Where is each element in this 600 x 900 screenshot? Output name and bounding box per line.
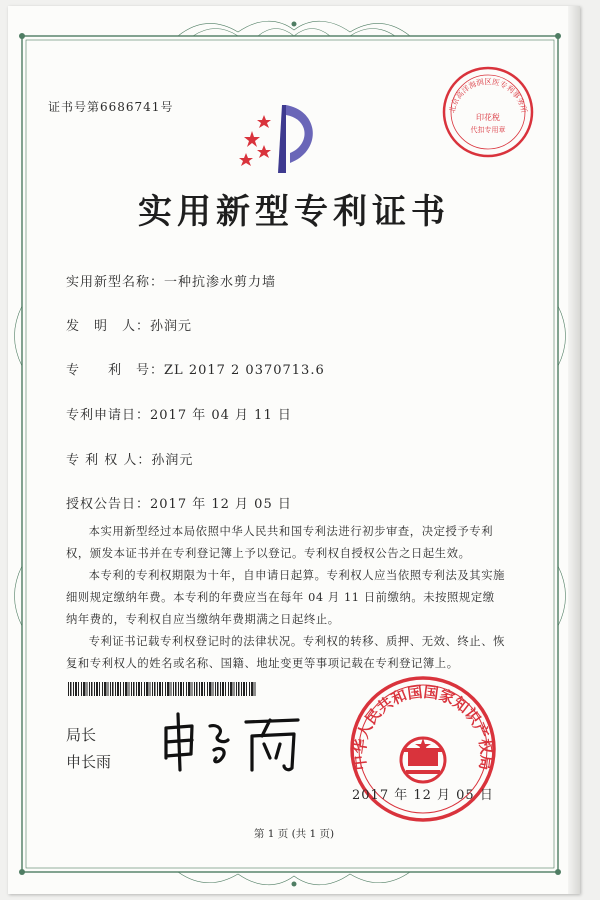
body-paragraph: 本专利的专利权期限为十年，自申请日起算。专利权人应当依照专利法及其实施细则规定缴纳年费。本专利的年费应当在每年 04 月 11 日前缴纳。未按照规定缴纳年费的，专利权自应当缴纳年费期满之日起终止。 [66, 569, 505, 626]
svg-text:北京高洋海润区医专利事务所: 北京高洋海润区医专利事务所 [447, 76, 529, 114]
certificate-title: 实用新型专利证书 [138, 192, 450, 232]
field-patentee [66, 449, 193, 468]
field-application-date [66, 404, 292, 423]
field-value: 孙润元 [150, 319, 193, 334]
national-emblem-icon [401, 738, 445, 782]
field-value: 一种抗渗水剪力墙 [164, 275, 277, 290]
field-utility-model-name [66, 271, 276, 290]
seal-date: 2017 年 12 月 05 日 [352, 788, 494, 803]
patent-office-logo [238, 101, 323, 176]
body-paragraph: 本实用新型经过本局依照中华人民共和国专利法进行初步审查，决定授予专利权，颁发本证书并在专利登记簿上予以登记。专利权自授权公告之日起生效。 [66, 525, 494, 560]
svg-text:中华人民共和国国家知识产权局: 中华人民共和国国家知识产权局 [350, 682, 496, 772]
certificate-body [66, 521, 506, 675]
barcode [68, 682, 258, 696]
page-footer: 第 1 页 (共 1 页) [253, 828, 335, 840]
field-patent-number [66, 359, 325, 378]
stamp-duty-seal [440, 64, 536, 160]
svg-text:印花税: 印花税 [476, 113, 500, 122]
field-label: 专 利 权 人： [66, 453, 152, 468]
field-value: 2017 年 12 月 05 日 [150, 497, 292, 512]
signatory-role: 局长 [66, 726, 97, 744]
certificate-number: 证书号第6686741号 [48, 100, 174, 114]
handwritten-signature [158, 706, 328, 776]
field-grant-date [66, 493, 292, 512]
field-value: ZL 2017 2 0370713.6 [164, 363, 325, 378]
field-label: 专 利 号： [66, 363, 165, 378]
signatory-name: 申长雨 [66, 753, 112, 771]
certificate-sheet [8, 6, 580, 894]
field-label: 发 明 人： [66, 319, 151, 334]
svg-text:代扣专用章: 代扣专用章 [470, 126, 506, 134]
field-label: 授权公告日： [66, 497, 151, 512]
field-value: 2017 年 04 月 11 日 [150, 408, 292, 423]
field-inventor [66, 315, 192, 334]
field-label: 实用新型名称： [66, 275, 165, 290]
field-label: 专利申请日： [66, 408, 151, 423]
field-value: 孙润元 [151, 453, 194, 468]
body-paragraph: 专利证书记载专利权登记时的法律状况。专利权的转移、质押、无效、终止、恢复和专利权人的姓名或名称、国籍、地址变更等事项记载在专利登记簿上。 [66, 635, 505, 670]
